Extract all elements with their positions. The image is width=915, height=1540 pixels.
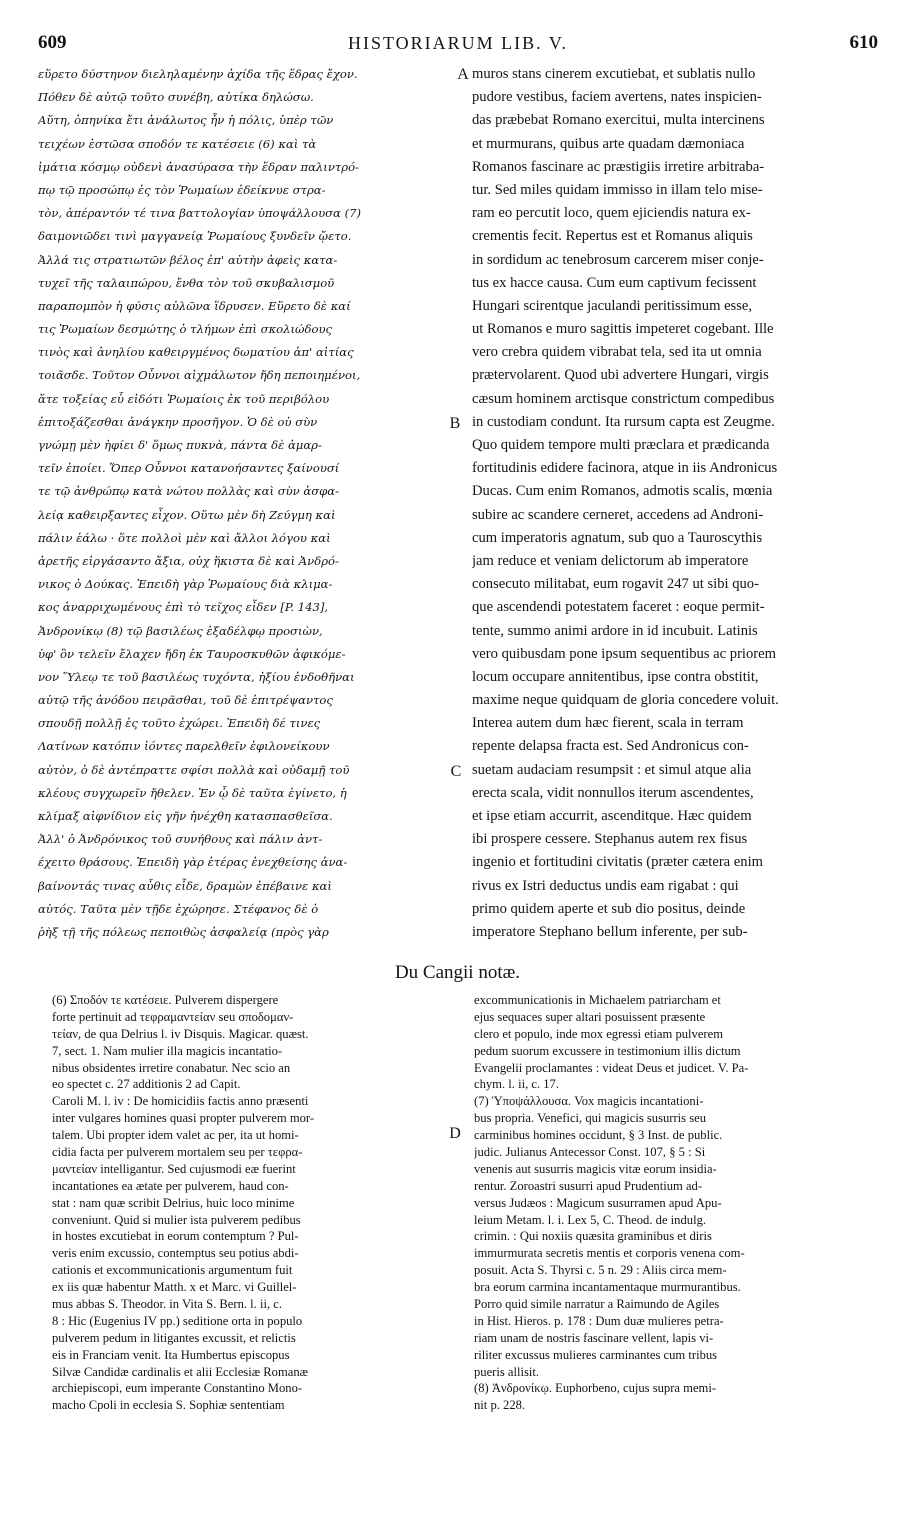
- greek-text-line: Αὕτη, ὁπηνίκα ἔτι ἀνάλωτος ἦν ἡ πόλις, ὑπὲρ τῶν: [38, 113, 334, 128]
- note-line: Evangelii proclamantes : videat Deus et judicet. V. Pa-: [474, 1060, 749, 1075]
- note-line: crimin. : Qui noxiis quæsita graminibus et diris: [474, 1229, 712, 1244]
- latin-text-line: cæsum hominem arctisque constrictum compedibus: [472, 390, 775, 407]
- margin-marker-b: B: [449, 415, 461, 432]
- note-line: incantationes ea ætate per pulverem, haud con-: [52, 1178, 289, 1193]
- greek-text-line: τεῖν ἐποίει. Ὅπερ Οὖννοι κατανοήσαντες ξαίνουσί: [38, 461, 340, 476]
- note-line: in Hist. Hieros. p. 178 : Dum duæ mulieres petra-: [474, 1313, 724, 1328]
- latin-text-line: maxime neque quidquam de gloria concedere voluit.: [472, 692, 779, 709]
- note-line: excommunicationis in Michaelem patriarcham et: [474, 993, 721, 1007]
- note-line: nit p. 228.: [474, 1398, 526, 1413]
- page-number-right: 610: [849, 32, 878, 53]
- greek-text-line: τε τῷ ἀνθρώπῳ κατὰ νώτου πολλὰς καὶ σὺν ἀσφα-: [38, 484, 340, 499]
- latin-text-line: imperatore Stephano bellum inferente, per sub-: [472, 923, 748, 940]
- latin-text-line: vero crebra quidem vibrabat tela, sed ita ut omnia: [472, 344, 762, 361]
- latin-text-column: [472, 63, 880, 944]
- greek-text-line: ἀρετῆς εἰργάσαντο ἄξια, οὐχ ἥκιστα δὲ καὶ Ἀνδρό-: [38, 553, 339, 568]
- note-line: posuit. Acta S. Thyrsi c. 5 n. 29 : Aliis circa mem-: [474, 1263, 727, 1278]
- latin-text-line: repente delapsa fracta est. Sed Andronicus con-: [472, 738, 749, 755]
- note-line: clero et populo, inde mox egressi etiam pulverem: [474, 1026, 724, 1041]
- note-line: in hostes excutiebat in eorum contemptum ? Pul-: [52, 1229, 299, 1244]
- latin-text-line: subire ac scandere cerneret, accedens ad Androni-: [472, 506, 764, 523]
- latin-text-line: in custodiam condunt. Ita rursum capta est Zeugme.: [472, 413, 775, 430]
- latin-text-line: pudore vestibus, faciem avertens, nates inspicien-: [472, 89, 762, 106]
- greek-text-line: πάλιν ἑάλω · ὅτε πολλοὶ μὲν καὶ ἄλλοι λόγου καὶ: [38, 530, 331, 545]
- note-line: carminibus homines occidunt, § 3 Inst. de public.: [474, 1128, 723, 1143]
- greek-text-line: ὑφ' ὃν τελεῖν ἔλαχεν ἤδη ἐκ Ταυροσκυθῶν ἀφικόμε-: [38, 646, 346, 661]
- note-line: conveniunt. Quid si mulier ista pulverem pedibus: [52, 1212, 301, 1227]
- note-line: bus propria. Venefici, qui magicis susurris seu: [474, 1111, 707, 1126]
- note-line: pueris allisit.: [474, 1364, 540, 1379]
- greek-text-line: έχειτο θράσους. Ἐπειδὴ γὰρ ἑτέρας ἐνεχθείσης ἀνα-: [38, 855, 348, 870]
- latin-text-line: que ascendendi potestatem faceret : eoque permit-: [472, 599, 765, 616]
- latin-text-line: ingenio et fortitudini civitatis (præter cætera enim: [472, 854, 763, 871]
- latin-text-line: das præbebat Romano exercitui, multa intercinens: [472, 112, 765, 129]
- greek-text-line: Ἀλλ' ὁ Ἀνδρόνικος τοῦ συνήθους καὶ πάλιν ἀντ-: [38, 832, 323, 847]
- note-line: talem. Ubi propter idem valet ac per, ita ut homi-: [52, 1128, 299, 1143]
- latin-text-line: Romanos fascinare ac præstigiis irretire arbitraba-: [472, 158, 765, 175]
- greek-text-line: Λατίνων κατόπιν ἰόντες παρελθεῖν ἐφιλονείκουν: [38, 739, 330, 754]
- greek-text-line: κλέους συγχωρεῖν ἤθελεν. Ἐν ᾧ δὲ ταῦτα ἐγίνετο, ἡ: [38, 785, 347, 800]
- greek-text-line: αὐτῷ τῆς ἀνόδου πειρᾶσθαι, τοῦ δὲ ἐπιτρέψαντος: [38, 693, 333, 708]
- note-line: pedum suorum excussere in testimonium illis dictum: [474, 1043, 741, 1058]
- greek-text-line: ἐπιτοξάζεσθαι ἀνάγκην προσῆγον. Ὁ δὲ οὐ σὺν: [38, 414, 318, 429]
- latin-text-line: prætervolarent. Quod ubi advertere Hungari, virgis: [472, 367, 769, 384]
- note-line: bra eorum carmina incantamentaque murmurantibus.: [474, 1280, 741, 1295]
- greek-text-line: κος ἀναρριχωμένους ἐπὶ τὸ τεῖχος εἶδεν [P. 143],: [38, 600, 329, 615]
- greek-text-line: εὕρετο δύστηνον διεληλαμένην ἀχίδα τῆς ἕδρας ἔχον.: [38, 67, 358, 81]
- note-line: pulverem pedum in litigantes excussit, et relictis: [52, 1330, 296, 1345]
- latin-text-line: ram eo percutit loco, quem ejiciendis natura ex-: [472, 205, 751, 222]
- greek-text-line: σπουδῇ πολλῇ ἐς τοῦτο ἐχώρει. Ἐπειδὴ δέ τινες: [38, 716, 321, 731]
- margin-marker-d: D: [449, 1125, 461, 1142]
- latin-text-line: locum occupare annitentibus, ipse contra obstitit,: [472, 668, 759, 685]
- note-line: forte pertinuit ad τεφραμαντείαν seu σποδομαν-: [52, 1009, 294, 1024]
- latin-text-line: cum imperatoris agnatum, sub quo a Tauroscythis: [472, 529, 763, 546]
- note-line: (7) Ὑποψάλλουσα. Vox magicis incantationi-: [474, 1094, 704, 1109]
- latin-text-line: tus ex hacce causa. Cum eum captivum fecissent: [472, 274, 757, 291]
- latin-text-line: Quo quidem tempore multi præclara et prædicanda: [472, 437, 770, 453]
- greek-text-line: παραπομπὸν ἡ φύσις αὐλῶνα ἵδρυσεν. Εὕρετο δὲ καί: [38, 298, 351, 313]
- greek-text-line: τινὸς καὶ ἀνηλίου καθειργμένος δωματίου ἀπ' αἰτίας: [38, 345, 354, 360]
- latin-text-line: et murmurans, quibus arte quadam dæmoniaca: [472, 135, 745, 152]
- greek-text-line: λείᾳ καθειρξαντες εἶχον. Οὕτω μὲν δὴ Ζεύγμη καὶ: [38, 507, 336, 522]
- latin-text-line: muros stans cinerem excutiebat, et sublatis nullo: [472, 66, 756, 82]
- latin-text-line: crementis fecit. Repertus est et Romanus aliquis: [472, 228, 753, 245]
- latin-text-line: Hungari scirentque jaculandi peritissimum esse,: [472, 297, 753, 314]
- note-line: inter vulgares homines quasi propter pulverem mor-: [52, 1111, 315, 1126]
- latin-text-line: fortitudinis ediderе facinora, atque in iis Andronicus: [472, 460, 778, 477]
- latin-text-line: ut Romanos e muro sagittis impeteret cogebant. Ille: [472, 321, 774, 338]
- running-title: HISTORIARUM LIB. V.: [347, 33, 569, 53]
- latin-text-line: Ducas. Cum enim Romanos, admotis scalis, mœnia: [472, 483, 773, 500]
- greek-text-line: Ἀνδρονίκῳ (8) τῷ βασιλέως ἐξαδέλφῳ προσιὼν,: [38, 623, 323, 638]
- note-line: immurmurata secretis mentis et corporis venena com-: [474, 1246, 745, 1261]
- latin-text-line: tente, summo animi ardore in id incubuit. Latinis: [472, 622, 758, 639]
- greek-text-line: βαίνοντάς τινας αὖθις εἶδε, δραμὼν ἐπέβαινε καὶ: [38, 878, 332, 893]
- latin-text-line: primo quidem aperte et sub dio positus, deinde: [472, 900, 746, 917]
- latin-text-line: erecta scala, vidit nonnullos iterum ascendentes,: [472, 784, 754, 801]
- greek-text-column: [38, 63, 456, 944]
- latin-text-line: vero quibusdam pone ipsum sequentibus ac priorem: [472, 645, 776, 662]
- note-line: veris enim excussio, contemptus seu potius abdi-: [52, 1246, 299, 1261]
- note-line: mus abbas S. Theodor. in Vita S. Bern. l. ii, c.: [52, 1297, 283, 1312]
- note-line: cationis et excommunicationis argumentum fuit: [52, 1263, 293, 1278]
- note-line: leium Metam. l. i. Lex 5, C. Theod. de indulg.: [474, 1212, 707, 1227]
- note-line: judic. Julianus Antecessor Const. 107, § 5 : Si: [474, 1145, 706, 1160]
- note-line: ex iis quæ habentur Matth. x et Marc. vi Guillel-: [52, 1280, 297, 1295]
- page-number-left: 609: [38, 32, 67, 53]
- note-line: eis in Franciam venit. Ita Humbertus episcopus: [52, 1347, 290, 1362]
- latin-text-line: ibi prospere cessere. Stephanus autem rex fisus: [472, 831, 748, 848]
- greek-text-line: τυχεῖ τῆς ταλαιπώρου, ἔνθα τὸν τοῦ σκυβαλισμοῦ: [38, 275, 335, 290]
- note-line: rentur. Zoroastri susurri apud Prudentium ad-: [474, 1178, 703, 1193]
- latin-text-line: in sordidum ac tenebrosum carcerem miser conje-: [472, 251, 764, 268]
- note-line: ejus sequaces super altari posuissent præsente: [474, 1009, 706, 1024]
- greek-text-line: αὐτός. Ταῦτα μὲν τῇδε ἐχώρησε. Στέφανος δὲ ὁ: [38, 901, 319, 916]
- note-line: stat : nam quæ scribit Delrius, huic loco minime: [52, 1195, 295, 1210]
- notes-heading: Du Cangii notæ.: [394, 962, 521, 983]
- latin-text-line: Interea autem dum hæc fierent, scala in terram: [472, 715, 744, 732]
- greek-text-line: Ἀλλά τις στρατιωτῶν βέλος ἐπ' αὐτὴν ἀφεὶς κατα-: [38, 252, 338, 267]
- note-line: Porro quid simile narratur a Raimundo de Agiles: [474, 1297, 720, 1312]
- note-line: riliter excussus mulieres carminantes cum tribus: [474, 1347, 718, 1362]
- greek-text-line: κλίμαξ αἰφνίδιον εἰς γῆν ἠνέχθη κατασπασθεῖσα.: [38, 809, 333, 823]
- note-line: μαντείαν intelligantur. Sed cujusmodi eæ fuerint: [52, 1161, 296, 1176]
- note-line: chym. l. ii, c. 17.: [474, 1077, 559, 1092]
- greek-text-line: ἱμάτια κόσμῳ οὐδενὶ ἀνασύρασα τὴν ἕδραν παλιντρό-: [38, 159, 359, 174]
- note-line: 7, sect. 1. Nam mulier illa magicis incantatio-: [52, 1043, 283, 1058]
- note-line: eo spectet c. 27 additionis 2 ad Capit.: [52, 1077, 241, 1092]
- greek-text-line: Πόθεν δὲ αὐτῷ τοῦτο συνέβη, αὐτίκα δηλώσω.: [38, 90, 314, 105]
- note-line: (8) Ἀνδρονίκῳ. Euphorbeno, cujus supra memi-: [474, 1381, 717, 1396]
- note-line: τείαν, de qua Delrius l. iv Disquis. Magicar. quæst.: [52, 1026, 309, 1041]
- greek-text-line: ἅτε τοξείας εὖ εἰδότι Ῥωμαίοις ἐκ τοῦ περιβόλου: [38, 391, 330, 406]
- notes-left-column: [52, 992, 460, 1414]
- note-line: Silvæ Candidæ cardinalis et alii Ecclesiæ Romanæ: [52, 1364, 309, 1379]
- latin-text-line: rivus ex Istri deductus undis eam rigabat : qui: [472, 877, 739, 894]
- greek-text-line: νικος ὁ Δούκας. Ἐπειδὴ γὰρ Ῥωμαίους διὰ κλιμα-: [38, 577, 333, 592]
- latin-text-line: consecuto militabat, eum rogavit 247 ut sibi quo-: [472, 576, 759, 593]
- note-line: (6) Σποδόν τε κατέσειε. Pulverem dispergere: [52, 993, 279, 1007]
- notes-right-column: [474, 992, 884, 1414]
- note-line: cidia facta per pulverem mortalem seu per τεφρα-: [52, 1145, 303, 1160]
- latin-text-line: tur. Sed miles quidam immisso in illam telo mise-: [472, 181, 763, 198]
- note-line: versus Judæos : Magicum susurramen apud Apu-: [474, 1195, 722, 1210]
- greek-text-line: γνώμῃ μὲν ἠφίει δ' ὅμως πυκνὰ, πάντα δὲ ἁμαρ-: [38, 438, 322, 452]
- latin-text-line: jam reduce et veniam delictorum ab imperatore: [472, 552, 749, 569]
- greek-text-line: ῥὴξ τῇ τῆς πόλεως πεποιθὼς ἀσφαλείᾳ (πρὸς γὰρ: [38, 924, 329, 939]
- greek-text-line: τοιᾶσδε. Τοῦτον Οὖννοι αἰχμάλωτον ἤδη πεποιημένοι,: [38, 368, 361, 383]
- greek-text-line: νον Ὕλεῳ τε τοῦ βασιλέως τυχόντα, ἠξίου ἐνδοθῆναι: [38, 669, 355, 684]
- margin-marker-c: C: [450, 763, 462, 780]
- margin-marker-a: A: [457, 66, 469, 83]
- greek-text-line: δαιμονιῶδει τινὶ μαγγανείᾳ Ῥωμαίους ξυνδεῖν ᾤετο.: [38, 229, 352, 244]
- note-line: venenis aut susurris magicis vitæ eorum insidia-: [474, 1161, 717, 1176]
- running-head: [38, 32, 878, 58]
- greek-text-line: τειχέων ἑστῶσα σποδόν τε κατέσειε (6) καὶ τὰ: [38, 136, 317, 151]
- note-line: nibus obsidentes irretire conabatur. Nec scio an: [52, 1060, 291, 1075]
- note-line: macho Cpoli in ecclesia S. Sophiæ sententiam: [52, 1398, 285, 1413]
- greek-text-line: τὸν, ἀπέραντόν τέ τινα βαττολογίαν ὑποψάλλουσα (7): [38, 206, 361, 221]
- note-line: riam unam de nostris fascinare vellent, lapis vi-: [474, 1330, 714, 1345]
- latin-text-line: et ipse etiam accurrit, ascenditque. Hæc quidem: [472, 808, 752, 824]
- note-line: Caroli M. l. iv : De homicidiis factis anno præsenti: [52, 1094, 309, 1109]
- greek-text-line: αὐτὸν, ὁ δὲ ἀντέπραττε σφίσι πολλὰ καὶ οὐδαμῇ τοῦ: [38, 762, 350, 777]
- latin-text-line: suetam audaciam resumpsit : et simul atque alia: [472, 761, 752, 778]
- greek-text-line: τις Ῥωμαίων δεσμώτης ὁ τλήμων ἐπὶ σκολιώδους: [38, 322, 333, 337]
- note-line: archiepiscopi, eum imperante Constantino Mono-: [52, 1381, 303, 1396]
- note-line: 8 : Hic (Eugenius IV pp.) seditione orta in populo: [52, 1313, 303, 1328]
- greek-text-line: πῳ τῷ προσώπῳ ἐς τὸν Ῥωμαίων ἐδείκνυε στρα-: [38, 182, 326, 197]
